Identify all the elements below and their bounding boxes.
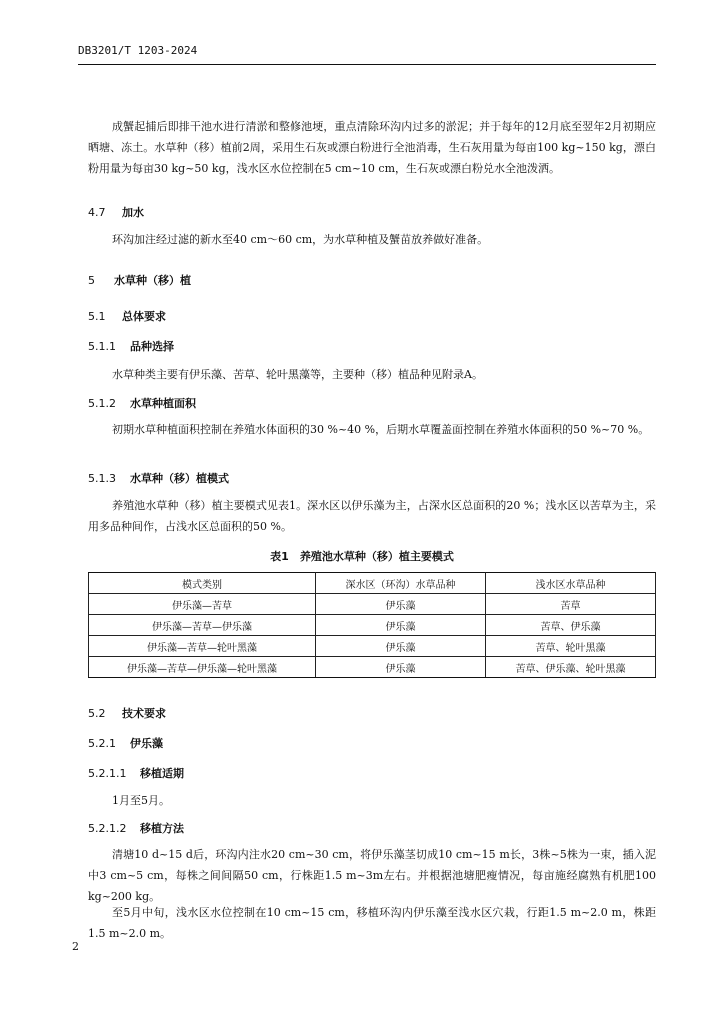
heading-title: 总体要求 <box>122 310 166 323</box>
table-cell: 伊乐藻—苦草—轮叶黑藻 <box>89 636 316 657</box>
table-cell: 苦草、伊乐藻、轮叶黑藻 <box>486 657 656 678</box>
heading-number: 5.1.2 <box>88 397 116 410</box>
heading-title: 移植方法 <box>140 822 184 835</box>
heading-5-2-1-2 <box>88 820 184 836</box>
table-cell: 伊乐藻 <box>316 657 486 678</box>
table-cell: 伊乐藻 <box>316 615 486 636</box>
table-cell: 伊乐藻—苦草—伊乐藻—轮叶黑藻 <box>89 657 316 678</box>
heading-title: 伊乐藻 <box>130 737 163 750</box>
paragraph-species: 水草种类主要有伊乐藻、苦草、轮叶黑藻等，主要种（移）植品种见附录A。 <box>112 368 483 381</box>
table-caption: 表1 养殖池水草种（移）植主要模式 <box>270 550 454 563</box>
header-divider <box>78 64 656 65</box>
heading-number: 5.2 <box>88 707 106 720</box>
heading-5-1-1 <box>88 338 174 354</box>
table-row <box>89 594 656 615</box>
table-row <box>89 615 656 636</box>
table-row <box>89 636 656 657</box>
heading-5-2-1 <box>88 735 163 751</box>
heading-number: 5.2.1 <box>88 737 116 750</box>
heading-4-7 <box>88 204 144 220</box>
column-header: 模式类别 <box>89 573 316 594</box>
heading-5-1-3 <box>88 470 229 486</box>
heading-number: 5.2.1.2 <box>88 822 127 835</box>
heading-5 <box>88 272 191 288</box>
paragraph-transplant-time: 1月至5月。 <box>112 794 170 807</box>
heading-title: 水草种（移）植模式 <box>130 472 229 485</box>
paragraph-cleaning: 成蟹起捕后即排干池水进行清淤和整修池埂，重点清除环沟内过多的淤泥；并于每年的12月底至翌年2月初期应晒塘、冻土。水草种（移）植前2周，采用生石灰或漂白粉进行全池消毒，生石灰用量为每亩100 kg~150 kg，漂白粉用量为每亩30 kg~50 kg，浅水区水位控制在5 cm~10 cm，生石灰或漂白粉兑水全池泼洒。 <box>88 120 656 175</box>
table-cell: 苦草、轮叶黑藻 <box>486 636 656 657</box>
page-number: 2 <box>72 940 79 953</box>
planting-mode-table <box>88 572 656 678</box>
heading-number: 5.1.1 <box>88 340 116 353</box>
column-header: 深水区（环沟）水草品种 <box>316 573 486 594</box>
heading-5-1 <box>88 308 166 324</box>
table-cell: 伊乐藻—苦草 <box>89 594 316 615</box>
heading-number: 5 <box>88 274 95 287</box>
heading-5-2-1-1 <box>88 765 184 781</box>
heading-number: 4.7 <box>88 206 106 219</box>
paragraph-add-water: 环沟加注经过滤的新水至40 cm～60 cm，为水草种植及蟹苗放养做好准备。 <box>112 233 489 246</box>
column-header: 浅水区水草品种 <box>486 573 656 594</box>
table-row <box>89 657 656 678</box>
heading-5-2 <box>88 705 166 721</box>
heading-number: 5.2.1.1 <box>88 767 127 780</box>
table-cell: 苦草 <box>486 594 656 615</box>
heading-title: 水草种植面积 <box>130 397 196 410</box>
table-header-row <box>89 573 656 594</box>
heading-title: 品种选择 <box>130 340 174 353</box>
table-cell: 伊乐藻—苦草—伊乐藻 <box>89 615 316 636</box>
heading-number: 5.1 <box>88 310 106 323</box>
paragraph-transplant-method-1: 清塘10 d~15 d后，环沟内注水20 cm~30 cm，将伊乐藻茎切成10 cm~15 m长，3株~5株为一束，插入泥中3 cm~5 cm，每株之间间隔50 cm，行株距1.5 m~3m左右。并根据池塘肥瘦情况，每亩施经腐熟有机肥100 kg~200 kg。 <box>88 848 656 903</box>
heading-title: 移植适期 <box>140 767 184 780</box>
table-cell: 苦草、伊乐藻 <box>486 615 656 636</box>
paragraph-transplant-method-2: 至5月中旬，浅水区水位控制在10 cm~15 cm，移植环沟内伊乐藻至浅水区穴栽，行距1.5 m~2.0 m，株距1.5 m~2.0 m。 <box>88 906 656 940</box>
heading-title: 加水 <box>122 206 144 219</box>
paragraph-mode: 养殖池水草种（移）植主要模式见表1。深水区以伊乐藻为主，占深水区总面积的20 %；浅水区以苦草为主，采用多品种间作，占浅水区总面积的50 %。 <box>88 499 656 533</box>
heading-number: 5.1.3 <box>88 472 116 485</box>
heading-title: 技术要求 <box>122 707 166 720</box>
paragraph-area: 初期水草种植面积控制在养殖水体面积的30 %~40 %，后期水草覆盖面控制在养殖水体面积的50 %~70 %。 <box>112 423 650 436</box>
heading-5-1-2 <box>88 395 196 411</box>
table-cell: 伊乐藻 <box>316 636 486 657</box>
heading-title: 水草种（移）植 <box>114 274 191 287</box>
table-cell: 伊乐藻 <box>316 594 486 615</box>
standard-code: DB3201/T 1203-2024 <box>78 44 198 57</box>
